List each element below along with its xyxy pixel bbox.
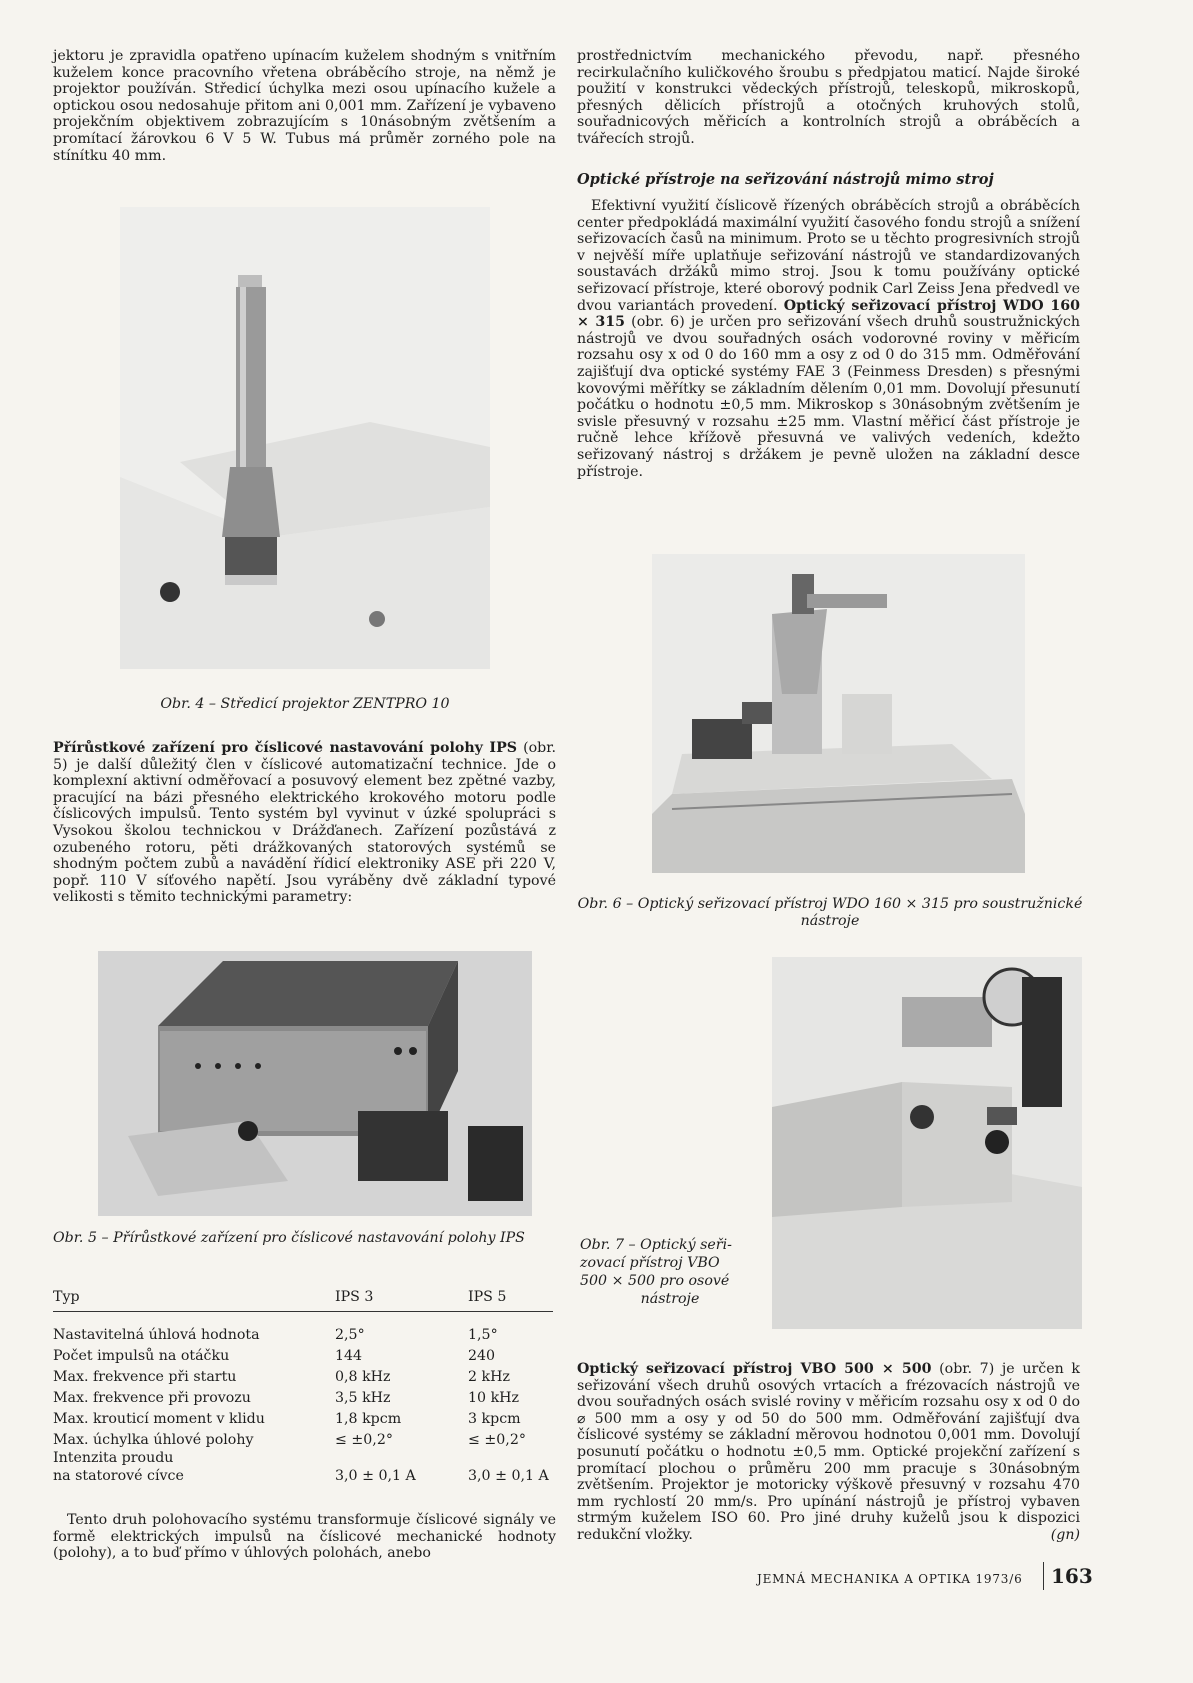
- ips-parameter-table: [53, 1283, 553, 1484]
- table-cell: 3,0 ± 0,1 A: [335, 1468, 416, 1484]
- figure-4-caption: Obr. 4 – Středicí projektor ZENTPRO 10: [160, 696, 450, 712]
- table-row: [53, 1385, 553, 1406]
- journal-footer: JEMNÁ MECHANIKA A OPTIKA 1973/6: [757, 1572, 1023, 1586]
- figure-7-caption: [580, 1236, 760, 1308]
- table-cell: 240: [468, 1348, 496, 1364]
- footer-divider: [1043, 1562, 1044, 1590]
- table-row: [53, 1406, 553, 1427]
- table-cell: na statorové cívce: [53, 1468, 184, 1484]
- table-cell: Max. frekvence při provozu: [53, 1390, 251, 1406]
- figure-6-caption: Obr. 6 – Optický seřizovací přístroj WDO 160 × 315 pro soustružnické nástroje: [577, 896, 1083, 929]
- vbo-paragraph: [577, 1361, 1080, 1544]
- figure-7-caption-line: 500 × 500 pro osové: [580, 1273, 730, 1289]
- vbo-device-illustration: [772, 957, 1082, 1329]
- left-intro-text: jektoru je zpravidla opatřeno upínacím kuželem shodným s vnitřním kuželem konce pracovního vřetena obráběcího stroje, na němž je projektor používán. Středicí úchylka mezi osou upínacího kužele a optickou osou nedosahuje přitom ani 0,001 mm. Zařízení je vybaveno projekčním objektivem zobrazujícím s 10násobným zvětšením a promítací žárovkou 6 V 5 W. Tubus má průměr zorného pole na stínítku 40 mm.: [53, 48, 556, 164]
- table-cell: 3 kpcm: [468, 1411, 521, 1427]
- right-section-paragraph: [577, 198, 1080, 480]
- table-cell: Nastavitelná úhlová hodnota: [53, 1327, 260, 1343]
- page-number: 163: [1051, 1564, 1093, 1588]
- table-cell: ≤ ±0,2°: [468, 1432, 526, 1448]
- table-cell: [468, 1448, 553, 1466]
- left-intro-paragraph: [53, 48, 556, 164]
- right-intro-text: prostřednictvím mechanického převodu, např. přesného recirkulačního kuličkového šroubu s předpjatou maticí. Najde široké použití v konstrukci vědeckých přístrojů, teleskopů, mikroskopů, přesných dělicích přístrojů a otočných kruhových stolů, souřadnicových měřicích a kontrolních strojů a obráběcích a tvářecích strojů.: [577, 48, 1080, 147]
- figure-7-photo: [772, 957, 1082, 1329]
- figure-5-caption: Obr. 5 – Přírůstkové zařízení pro číslicové nastavování polohy IPS: [53, 1230, 525, 1246]
- table-cell: 144: [335, 1348, 363, 1364]
- vbo-heading: Optický seřizovací přístroj VBO 500 × 500: [577, 1361, 932, 1377]
- figure-4-photo: [120, 207, 490, 669]
- wdo-device-illustration: [652, 554, 1025, 873]
- table-cell: 2,5°: [335, 1327, 365, 1343]
- table-header-cell: Typ: [53, 1283, 335, 1312]
- table-cell: Max. frekvence při startu: [53, 1369, 237, 1385]
- author-signature: (gn): [1050, 1526, 1080, 1543]
- ips-heading: Přírůstkové zařízení pro číslicové nastavování polohy IPS: [53, 740, 517, 756]
- section-heading: Optické přístroje na seřizování nástrojů mimo stroj: [577, 171, 994, 188]
- table-cell: Počet impulsů na otáčku: [53, 1348, 230, 1364]
- projector-illustration: [120, 207, 490, 669]
- figure-7-caption-line: Obr. 7 – Optický seři-: [580, 1237, 732, 1253]
- ips-paragraph: [53, 740, 556, 906]
- table-cell: 3,0 ± 0,1 A: [468, 1468, 549, 1484]
- table-cell: Intenzita proudu: [53, 1450, 174, 1466]
- table-cell: 2 kHz: [468, 1369, 510, 1385]
- table-cell: 1,8 kpcm: [335, 1411, 402, 1427]
- table-cell: Max. úchylka úhlové polohy: [53, 1432, 254, 1448]
- table-cell: [335, 1448, 468, 1466]
- figure-7-caption-line: zovací přístroj VBO: [580, 1255, 720, 1271]
- figure-5-photo: [98, 951, 532, 1216]
- table-row: [53, 1364, 553, 1385]
- table-row: [53, 1448, 553, 1466]
- table-row: [53, 1466, 553, 1484]
- table-row: [53, 1343, 553, 1364]
- figure-6-photo: [652, 554, 1025, 873]
- table-cell: 0,8 kHz: [335, 1369, 391, 1385]
- figure-7-caption-line: nástroje: [640, 1291, 700, 1307]
- table-row: [53, 1427, 553, 1448]
- wdo-heading: Optický seřizovací přístroj WDO 160 × 315: [577, 297, 1080, 331]
- right-intro-paragraph: [577, 48, 1080, 148]
- table-cell: 10 kHz: [468, 1390, 520, 1406]
- ips-text: (obr. 5) je další důležitý člen v číslicové automatizační technice. Jde o komplexní aktivní odměřovací a posuvový element bez zpětné vazby, pracující na bázi přesného elektrického krokového motoru podle číslicových impulsů. Tento systém byl vyvinut v úzké spolupráci s Vysokou školou technickou v Drážďanech. Zařízení pozůstává z ozubeného rotoru, pěti drážkovaných statorových systémů se shodným počtem zubů a navádění řídicí elektroniky ASE při 220 V, popř. 110 V síťového napětí. Jsou vyráběny dvě základní typové velikosti s těmito technickými parametry:: [53, 740, 556, 906]
- vbo-text: (obr. 7) je určen k seřizování všech druhů osových vrtacích a frézovacích nástrojů ve dvou souřadných osách svislé roviny v měřicím rozsahu osy x od 0 do ⌀ 500 mm a osy y od 50 do 500 mm. Odměřování zajišťují dva číslicové systémy se základní měrovou hodnotou 0,001 mm. Dovolují posunutí počátku o hodnotu ±0,5 mm. Optické projekční zařízení s promítací plochou o průměru 200 mm pracuje s 30násobným zvětšením. Projektor je motoricky výškově přesuvný v rozsahu 470 mm rychlostí 20 mm/s. Pro upínání nástrojů je přístroj vybaven strmým kuželem ISO 60. Pro jiné druhy kuželů jsou k dispozici redukční vložky.: [577, 1361, 1080, 1543]
- right-section-text: Efektivní využití číslicově řízených obráběcích strojů a obráběcích center předpokládá maximální využití časového fondu strojů a snížení seřizovacích časů na minimum. Proto se u těchto progresivních strojů v nejvěší míře uplatňuje seřizování nástrojů ve standardizovaných soustavách držáků mimo stroj. Jsou k tomu používány optické seřizovací přístroje, které oborový podnik Carl Zeiss Jena předvedl ve dvou variantách provedení.: [577, 198, 1080, 314]
- table-header-cell: IPS 3: [335, 1283, 468, 1312]
- table-cell: ≤ ±0,2°: [335, 1432, 393, 1448]
- table-cell: Max. krouticí moment v klidu: [53, 1411, 265, 1427]
- ips-device-illustration: [98, 951, 532, 1216]
- left-closing-paragraph: [53, 1512, 556, 1562]
- table-row: [53, 1312, 553, 1344]
- wdo-text: (obr. 6) je určen pro seřizování všech druhů soustružnických nástrojů ve dvou souřadných osách vodorovné roviny v měřicím rozsahu osy x od 0 do 160 mm a osy z od 0 do 315 mm. Odměřování zajišťují dva optické systémy FAE 3 (Feinmess Dresden) s přesnými kovovými měřítky se základním dělením 0,01 mm. Dovolují přesunutí počátku o hodnotu ±0,5 mm. Mikroskop s 30násobným zvětšením je svisle přesuvný v rozsahu ±25 mm. Vlastní měřicí část přístroje je ručně lehce křížově přesuvná ve valivých vedeních, kdežto seřizovaný nástroj s držákem je pevně uložen na základní desce přístroje.: [577, 314, 1080, 480]
- table-header-cell: IPS 5: [468, 1283, 553, 1312]
- table-cell: 1,5°: [468, 1327, 498, 1343]
- table-header-row: [53, 1283, 553, 1312]
- table-cell: 3,5 kHz: [335, 1390, 391, 1406]
- left-closing-text: Tento druh polohovacího systému transformuje číslicové signály ve formě elektrických impulsů na číslicové mechanické hodnoty (polohy), a to buď přímo v úhlových polohách, anebo: [53, 1512, 556, 1562]
